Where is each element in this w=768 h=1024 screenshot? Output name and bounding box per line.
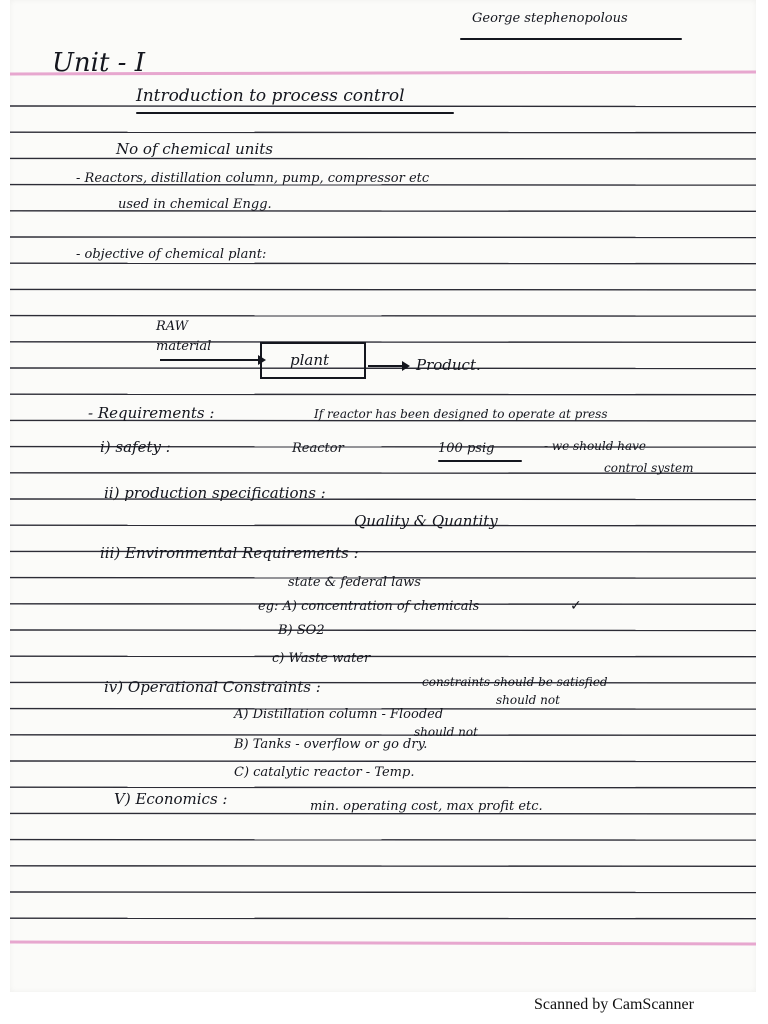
op-a-line: A) Distillation column - Flooded xyxy=(234,707,444,722)
constraints-note: constraints should be satisfied xyxy=(422,675,608,689)
psig-underline xyxy=(438,460,522,462)
environmental-line: iii) Environmental Requirements : xyxy=(100,544,359,562)
op-b-line: B) Tanks - overflow or go dry. xyxy=(234,737,428,752)
no-units-line: No of chemical units xyxy=(116,140,273,158)
requirements-note: If reactor has been designed to operate at press xyxy=(314,407,608,421)
economics-line: V) Economics : xyxy=(114,790,228,808)
diagram-product: Product. xyxy=(416,356,481,374)
author-name: George stephenopolous xyxy=(472,11,628,26)
diagram-plant: plant xyxy=(290,351,330,369)
notebook-sheet xyxy=(10,0,756,992)
op-c-line: C) catalytic reactor - Temp. xyxy=(234,765,415,780)
safety-note: - we should have xyxy=(544,439,646,453)
diagram-material: material xyxy=(156,339,212,354)
quality-line: Quality & Quantity xyxy=(354,512,498,530)
env-a-line: eg: A) concentration of chemicals xyxy=(258,599,480,614)
state-laws-line: state & federal laws xyxy=(288,575,421,590)
safety-label: i) safety : xyxy=(100,438,171,456)
safety-psig: 100 psig xyxy=(438,441,495,456)
units-list-line: - Reactors, distillation column, pump, compressor etc xyxy=(76,171,430,186)
requirements-line: - Requirements : xyxy=(88,404,215,422)
unit-subtitle: Introduction to process control xyxy=(136,86,405,106)
diagram-raw: RAW xyxy=(156,319,189,334)
env-c-line: c) Waste water xyxy=(272,651,371,666)
should-not-2: should not xyxy=(414,725,478,739)
operational-line: iv) Operational Constraints : xyxy=(104,678,321,696)
scanner-watermark: Scanned by CamScanner xyxy=(534,996,694,1013)
economics-note: min. operating cost, max profit etc. xyxy=(310,799,543,814)
safety-note-2: control system xyxy=(604,461,694,475)
unit-title: Unit - I xyxy=(52,48,146,78)
production-line: ii) production specifications : xyxy=(104,484,326,502)
input-arrow-head xyxy=(258,355,266,365)
should-not-1: should not xyxy=(496,693,560,707)
units-used-line: used in chemical Engg. xyxy=(118,197,272,212)
safety-reactor: Reactor xyxy=(292,441,344,456)
env-b-line: B) SO2 xyxy=(278,623,325,638)
objective-line: - objective of chemical plant: xyxy=(76,247,267,262)
check-mark-icon: ✓ xyxy=(570,598,582,614)
output-arrow-head xyxy=(402,361,410,371)
